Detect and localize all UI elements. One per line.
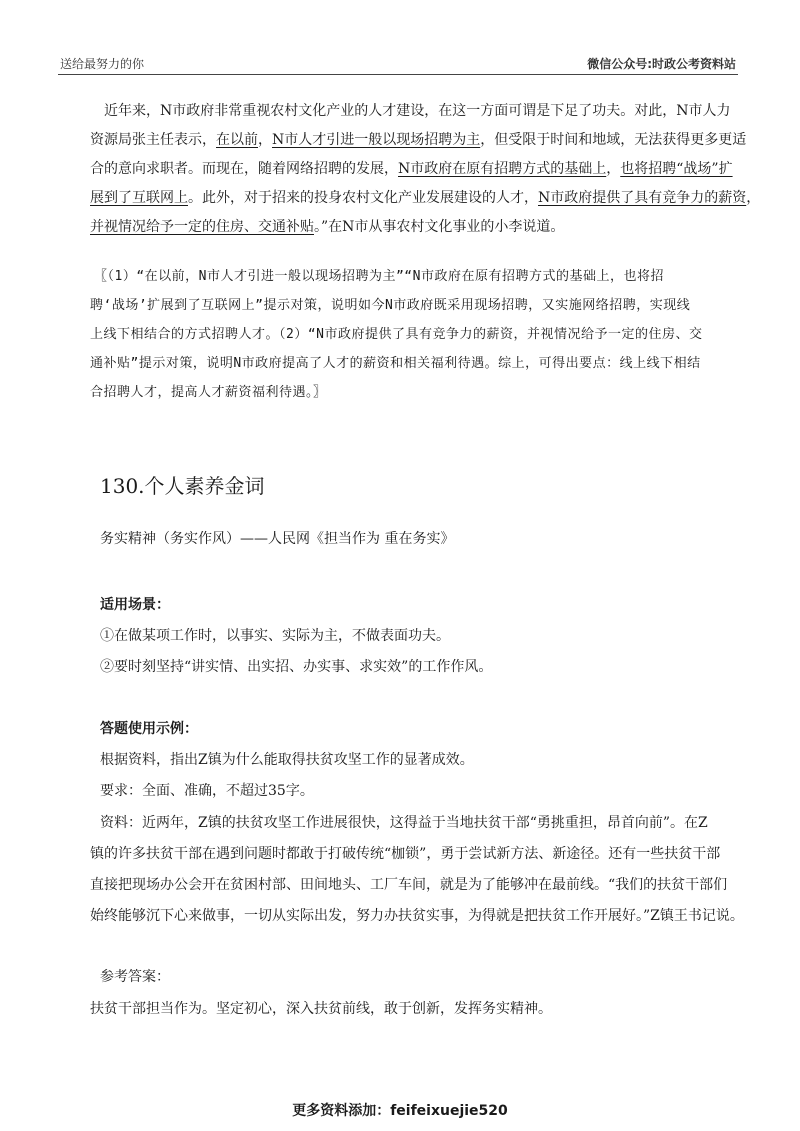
analysis-line: 聘‘战场’扩展到了互联网上”提示对策，说明如今N市政府既采用现场招聘，又实施网络招聘，实现线 — [90, 298, 691, 313]
analysis-line: 〖（1）“在以前，N市人才引进一般以现场招聘为主”“N市政府在原有招聘方式的基础上，也将招 — [94, 269, 664, 284]
header-slogan: 送给最努力的你 — [60, 57, 145, 71]
scenario-item: ②要时刻坚持“讲实情、出实招、办实事、求实效”的工作作风。 — [100, 659, 493, 675]
underlined-phrase: 也将招聘“战场”扩 — [620, 161, 733, 177]
material-line: 直接把现场办公会开在贫困村部、田间地头、工厂车间，就是为了能够冲在最前线。“我们的扶贫干部们 — [90, 877, 728, 893]
underlined-phrase: N市政府在原有招聘方式的基础上 — [398, 161, 607, 177]
analysis-line: 上线下相结合的方式招聘人才。（2）“N市政府提供了具有竞争力的薪资，并视情况给予一定的住房、交 — [90, 327, 703, 342]
page-header — [58, 52, 738, 75]
page-footer: 更多资料添加：feifeixuejie520 — [292, 1103, 508, 1119]
paragraph-line: 合的意向求职者。而现在，随着网络招聘的发展，N市政府在原有招聘方式的基础上，也将招聘“战场”扩 — [90, 161, 733, 177]
underlined-phrase: 并视情况给予一定的住房、交通补贴 — [90, 219, 314, 235]
section-subtitle: 务实精神（务实作风）——人民网《担当作为 重在务实》 — [100, 531, 455, 547]
underlined-phrase: N市人才引进一般以现场招聘为主 — [272, 132, 481, 148]
material-line: 镇的许多扶贫干部在遇到问题时都敢于打破传统“枷锁”，勇于尝试新方法、新途径。还有一些扶贫干部 — [90, 846, 721, 862]
answer-text: 扶贫干部担当作为。坚定初心，深入扶贫前线，敢于创新，发挥务实精神。 — [90, 1001, 552, 1017]
material-line: 始终能够沉下心来做事，一切从实际出发，努力办扶贫实事，为得就是把扶贫工作开展好。”Z镇王书记说。 — [90, 908, 744, 924]
example-question: 根据资料，指出Z镇为什么能取得扶贫攻坚工作的显著成效。 — [100, 752, 474, 768]
paragraph-line: 并视情况给予一定的住房、交通补贴。”在N市从事农村文化事业的小李说道。 — [90, 219, 565, 235]
underlined-phrase: 展到了互联网上 — [90, 190, 188, 206]
header-wechat-account: 微信公众号:时政公考资料站 — [587, 57, 736, 71]
scenario-heading: 适用场景： — [100, 597, 170, 613]
material-line: 资料：近两年，Z镇的扶贫攻坚工作进展很快，这得益于当地扶贫干部“勇挑重担，昂首向前”。在Z — [100, 815, 708, 831]
analysis-line: 合招聘人才，提高人才薪资福利待遇。〗 — [90, 385, 327, 400]
answer-heading: 参考答案： — [100, 969, 170, 985]
example-heading: 答题使用示例： — [100, 721, 198, 737]
analysis-line: 通补贴”提示对策，说明N市政府提高了人才的薪资和相关福利待遇。综上，可得出要点：线上线下相结 — [90, 356, 701, 371]
underlined-phrase: N市政府提供了具有竞争力的薪资 — [538, 190, 747, 206]
example-requirement: 要求：全面、准确，不超过35字。 — [100, 783, 314, 799]
underlined-phrase: 在以前 — [216, 132, 258, 148]
section-title: 130.个人素养金词 — [100, 474, 265, 498]
scenario-item: ①在做某项工作时，以事实、实际为主，不做表面功夫。 — [100, 628, 450, 644]
paragraph-line: 资源局张主任表示，在以前，N市人才引进一般以现场招聘为主，但受限于时间和地域，无法获得更多更适 — [90, 132, 747, 148]
paragraph-line: 展到了互联网上。此外，对于招来的投身农村文化产业发展建设的人才，N市政府提供了具有竞争力的薪资， — [90, 190, 761, 206]
paragraph-line: 近年来，N市政府非常重视农村文化产业的人才建设，在这一方面可谓是下足了功夫。对此，N市人力 — [104, 103, 731, 119]
